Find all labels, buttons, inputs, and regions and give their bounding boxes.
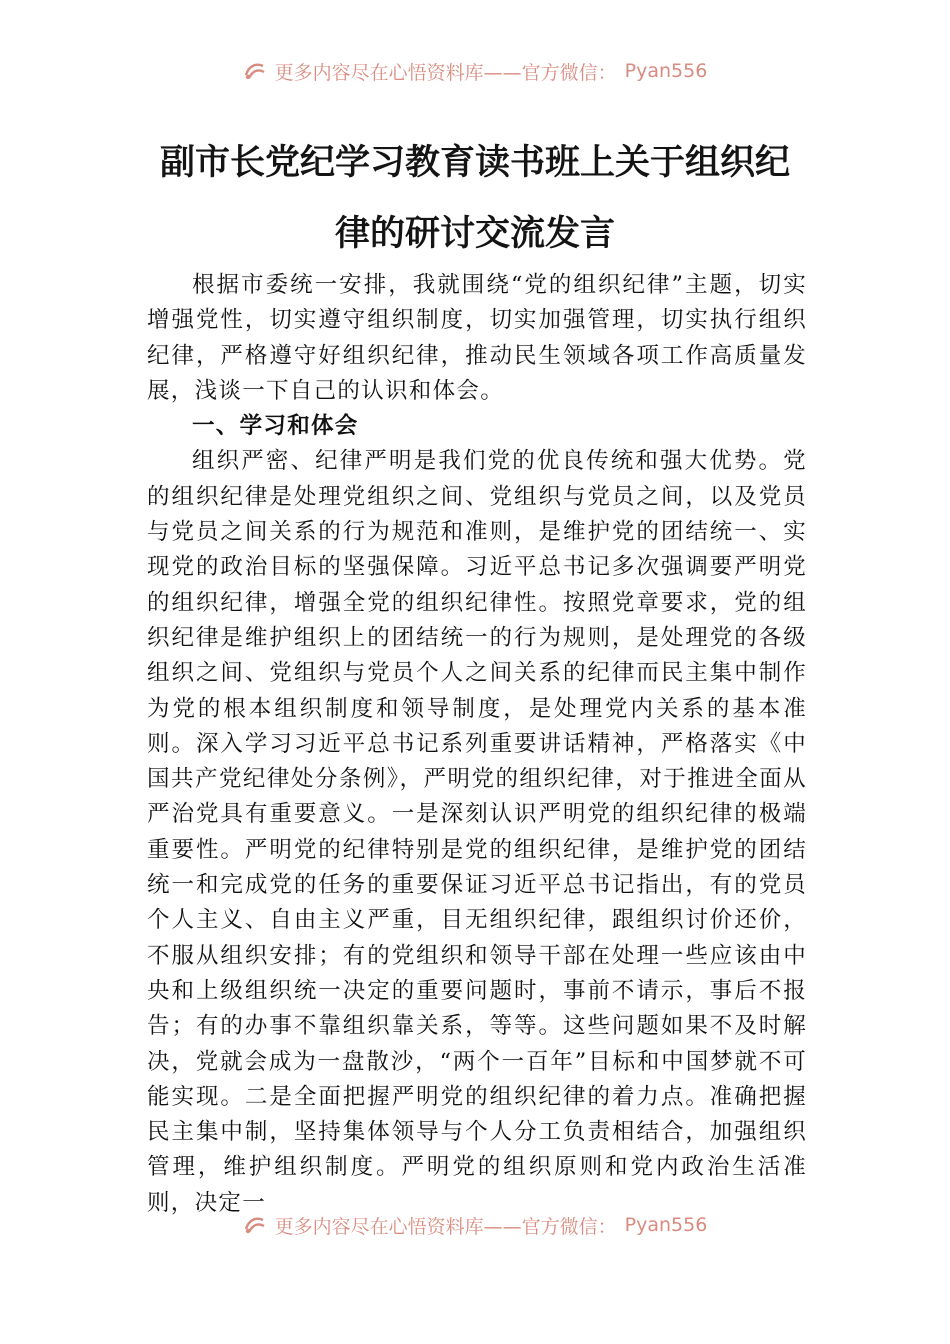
document-title-line-2: 律的研讨交流发言: [334, 213, 615, 254]
watermark-bottom: [0, 1210, 950, 1240]
logo-icon: [243, 61, 267, 81]
document-title-line-1: 副市长党纪学习教育读书班上关于组织纪: [159, 142, 790, 183]
watermark-top: [0, 56, 950, 86]
watermark-handle: Pyan556: [624, 1214, 708, 1236]
section-heading: 一、学习和体会: [192, 413, 359, 440]
intro-paragraph: 根据市委统一安排，我就围绕“党的组织纪律”主题，切实增强党性，切实遵守组织制度，切实加强管理，切实执行组织纪律，严格遵守好组织纪律，推动民生领域各项工作高质量发展，浅谈一下自己的认识和体会。: [147, 272, 807, 404]
watermark-handle: Pyan556: [624, 60, 708, 82]
watermark-text: 更多内容尽在心悟资料库——官方微信：: [274, 61, 617, 84]
document-body: [147, 268, 807, 1221]
watermark-text: 更多内容尽在心悟资料库——官方微信：: [274, 1215, 617, 1238]
section-paragraph: 组织严密、纪律严明是我们党的优良传统和强大优势。党的组织纪律是处理党组织之间、党组织与党员之间，以及党员与党员之间关系的行为规范和准则，是维护党的团结统一、实现党的政治目标的坚强保障。习近平总书记多次强调要严明党的组织纪律，增强全党的组织纪律性。按照党章要求，党的组织纪律是维护组织上的团结统一的行为规则，是处理党的各级组织之间、党组织与党员个人之间关系的纪律而民主集中制作为党的根本组织制度和领导制度，是处理党内关系的基本准则。深入学习习近平总书记系列重要讲话精神，严格落实《中国共产党纪律处分条例》，严明党的组织纪律，对于推进全面从严治党具有重要意义。一是深刻认识严明党的组织纪律的极端重要性。严明党的纪律特别是党的组织纪律，是维护党的团结统一和完成党的任务的重要保证习近平总书记指出，有的党员个人主义、自由主义严重，目无组织纪律，跟组织讨价还价，不服从组织安排；有的党组织和领导干部在处理一些应该由中央和上级组织统一决定的重要问题时，事前不请示，事后不报告；有的办事不靠组织靠关系，等等。这些问题如果不及时解决，党就会成为一盘散沙，“两个一百年”目标和中国梦就不可能实现。二是全面把握严明党的组织纪律的着力点。准确把握民主集中制，坚持集体领导与个人分工负责相结合，加强组织管理，维护组织制度。严明党的组织原则和党内政治生活准则，决定一: [147, 448, 807, 1216]
logo-icon: [243, 1215, 267, 1235]
